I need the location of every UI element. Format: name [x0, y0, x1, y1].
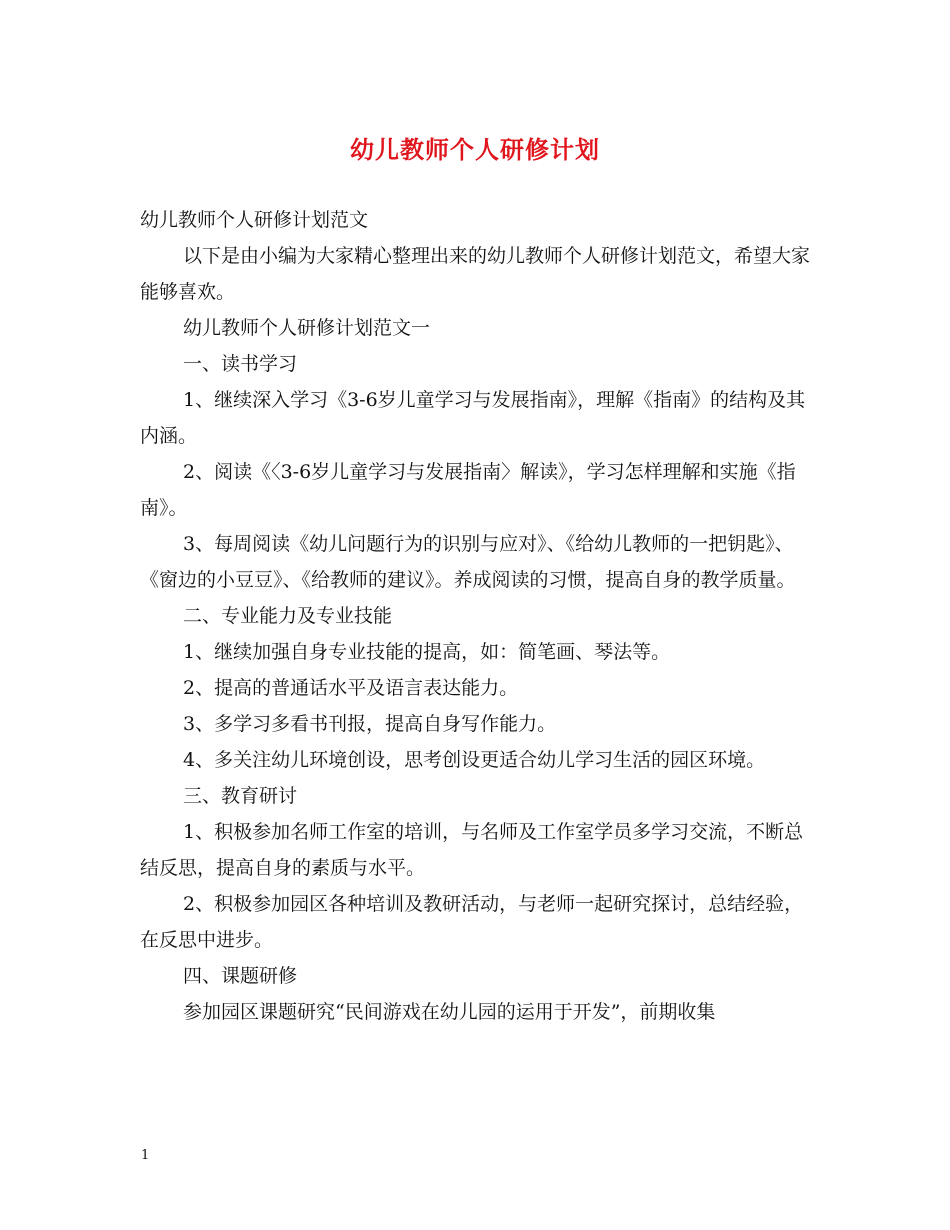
document-body: [140, 202, 820, 1030]
section-heading: 二、专业能力及专业技能: [183, 605, 393, 627]
paragraph: 参加园区课题研究“民间游戏在幼儿园的运用于开发”，前期收集: [183, 1001, 716, 1023]
page-number: 1: [141, 1148, 150, 1163]
paragraph: 2、积极参加园区各种培训及教研活动，与老师一起研究探讨，总结经验，在反思中进步。: [140, 893, 804, 951]
paragraph: 1、继续加强自身专业技能的提高，如：简笔画、琴法等。: [183, 641, 671, 663]
paragraph: 3、多学习多看书刊报，提高自身写作能力。: [183, 713, 557, 735]
paragraph: 2、提高的普通话水平及语言表达能力。: [183, 677, 519, 699]
paragraph: 3、每周阅读《幼儿问题行为的识别与应对》、《给幼儿教师的一把钥匙》、《窗边的小豆豆》、《给教师的建议》。养成阅读的习惯，提高自身的教学质量。: [140, 533, 796, 591]
paragraph: 1、继续深入学习《3-6岁儿童学习与发展指南》，理解《指南》的结构及其内涵。: [140, 389, 806, 447]
paragraph: 1、积极参加名师工作室的培训，与名师及工作室学员多学习交流，不断总结反思，提高自身的素质与水平。: [140, 821, 804, 879]
document-title: 幼儿教师个人研修计划: [350, 135, 600, 164]
paragraph: 2、阅读《〈3-6岁儿童学习与发展指南〉解读》，学习怎样理解和实施《指南》。: [140, 461, 796, 519]
section-heading: 三、教育研讨: [183, 785, 298, 807]
paragraph: 以下是由小编为大家精心整理出来的幼儿教师个人研修计划范文，希望大家能够喜欢。: [140, 245, 811, 303]
paragraph: 幼儿教师个人研修计划范文一: [183, 317, 431, 339]
paragraph: 4、多关注幼儿环境创设，思考创设更适合幼儿学习生活的园区环境。: [183, 749, 766, 771]
section-heading: 一、读书学习: [183, 353, 298, 375]
paragraph: 幼儿教师个人研修计划范文: [140, 209, 369, 231]
section-heading: 四、课题研修: [183, 965, 298, 987]
